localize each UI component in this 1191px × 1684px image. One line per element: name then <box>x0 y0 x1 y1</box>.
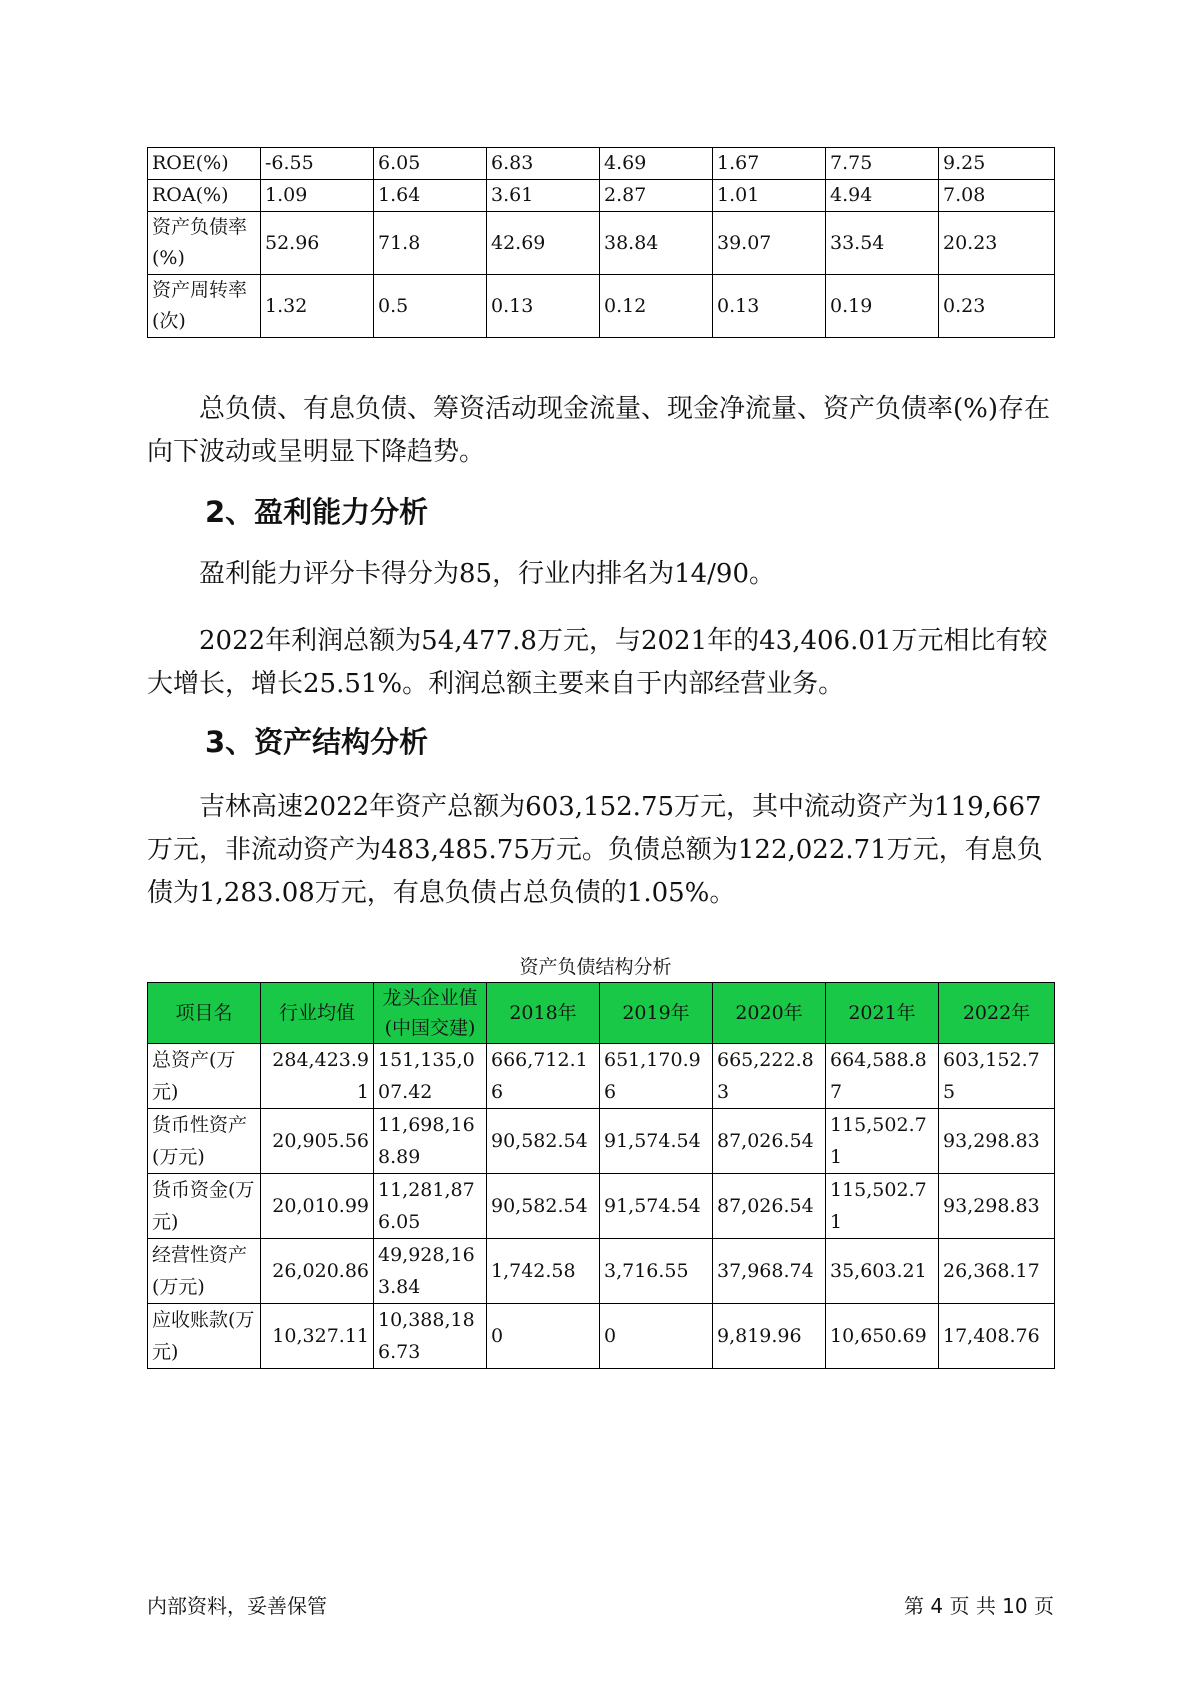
structure-cell: 284,423.91 <box>261 1044 374 1109</box>
metrics-table-body <box>148 148 1055 338</box>
metrics-row-label: ROA(%) <box>148 180 261 212</box>
metrics-cell: 0.12 <box>600 275 713 338</box>
structure-row <box>148 1044 1055 1109</box>
table-caption: 资产负债结构分析 <box>519 956 672 978</box>
metrics-cell: 0.5 <box>374 275 487 338</box>
metrics-cell: 7.75 <box>826 148 939 180</box>
structure-row-label: 应收账款(万元) <box>148 1304 261 1369</box>
metrics-cell: 2.87 <box>600 180 713 212</box>
structure-header-cell: 2021年 <box>826 983 939 1044</box>
metrics-cell: 0.19 <box>826 275 939 338</box>
structure-row <box>148 1109 1055 1174</box>
structure-cell: 49,928,163.84 <box>374 1239 487 1304</box>
structure-cell: 10,650.69 <box>826 1304 939 1369</box>
structure-table-body <box>148 1044 1055 1369</box>
structure-table-head <box>148 983 1055 1044</box>
heading-asset-structure: 3、资产结构分析 <box>205 725 429 759</box>
metrics-cell: 1.09 <box>261 180 374 212</box>
metrics-cell: 33.54 <box>826 212 939 275</box>
metrics-cell: 0.13 <box>487 275 600 338</box>
structure-cell: 651,170.96 <box>600 1044 713 1109</box>
structure-cell: 665,222.83 <box>713 1044 826 1109</box>
structure-cell: 11,698,168.89 <box>374 1109 487 1174</box>
metrics-row <box>148 212 1055 275</box>
paragraph-profit-total: 2022年利润总额为54,477.8万元，与2021年的43,406.01万元相比有较大增长，增长25.51%。利润总额主要来自于内部经营业务。 <box>147 626 1048 699</box>
structure-cell: 87,026.54 <box>713 1109 826 1174</box>
metrics-cell: 39.07 <box>713 212 826 275</box>
structure-row <box>148 1174 1055 1239</box>
metrics-cell: 6.83 <box>487 148 600 180</box>
structure-cell: 20,010.99 <box>261 1174 374 1239</box>
structure-header-cell: 龙头企业值(中国交建) <box>374 983 487 1044</box>
footer-confidential-note: 内部资料，妥善保管 <box>147 1594 327 1618</box>
structure-cell: 87,026.54 <box>713 1174 826 1239</box>
structure-cell: 115,502.71 <box>826 1174 939 1239</box>
structure-header-cell: 行业均值 <box>261 983 374 1044</box>
structure-row <box>148 1304 1055 1369</box>
metrics-cell: 42.69 <box>487 212 600 275</box>
metrics-row <box>148 180 1055 212</box>
metrics-row-label: 资产周转率(次) <box>148 275 261 338</box>
structure-header-cell: 2018年 <box>487 983 600 1044</box>
metrics-row-label: 资产负债率(%) <box>148 212 261 275</box>
metrics-cell: 3.61 <box>487 180 600 212</box>
asset-liability-structure-table <box>147 982 1055 1369</box>
metrics-cell: 0.23 <box>939 275 1055 338</box>
structure-row-label: 经营性资产(万元) <box>148 1239 261 1304</box>
structure-cell: 93,298.83 <box>939 1174 1055 1239</box>
structure-cell: 91,574.54 <box>600 1174 713 1239</box>
structure-cell: 26,368.17 <box>939 1239 1055 1304</box>
structure-cell: 664,588.87 <box>826 1044 939 1109</box>
metrics-cell: 52.96 <box>261 212 374 275</box>
structure-row-label: 货币性资产(万元) <box>148 1109 261 1174</box>
metrics-cell: 71.8 <box>374 212 487 275</box>
metrics-cell: 20.23 <box>939 212 1055 275</box>
structure-cell: 11,281,876.05 <box>374 1174 487 1239</box>
metrics-cell: 6.05 <box>374 148 487 180</box>
structure-cell: 115,502.71 <box>826 1109 939 1174</box>
structure-cell: 1,742.58 <box>487 1239 600 1304</box>
structure-header-cell: 2019年 <box>600 983 713 1044</box>
structure-header-cell: 项目名 <box>148 983 261 1044</box>
structure-cell: 90,582.54 <box>487 1109 600 1174</box>
metrics-cell: 1.01 <box>713 180 826 212</box>
structure-header-row <box>148 983 1055 1044</box>
metrics-row <box>148 275 1055 338</box>
structure-row-label: 货币资金(万元) <box>148 1174 261 1239</box>
paragraph-asset-summary: 吉林高速2022年资产总额为603,152.75万元，其中流动资产为119,667万元，非流动资产为483,485.75万元。负债总额为122,022.71万元，有息负债为1,283.08万元，有息负债占总负债的1.05%。 <box>147 792 1043 908</box>
metrics-cell: 4.94 <box>826 180 939 212</box>
structure-header-cell: 2020年 <box>713 983 826 1044</box>
paragraph-profit-score: 盈利能力评分卡得分为85，行业内排名为14/90。 <box>199 559 776 589</box>
metrics-cell: 1.32 <box>261 275 374 338</box>
structure-cell: 3,716.55 <box>600 1239 713 1304</box>
structure-cell: 666,712.16 <box>487 1044 600 1109</box>
metrics-cell: -6.55 <box>261 148 374 180</box>
footer-page-number: 第 4 页 共 10 页 <box>904 1594 1054 1618</box>
metrics-cell: 9.25 <box>939 148 1055 180</box>
structure-cell: 10,327.11 <box>261 1304 374 1369</box>
structure-cell: 10,388,186.73 <box>374 1304 487 1369</box>
structure-cell: 20,905.56 <box>261 1109 374 1174</box>
structure-cell: 37,968.74 <box>713 1239 826 1304</box>
metrics-cell: 7.08 <box>939 180 1055 212</box>
structure-cell: 26,020.86 <box>261 1239 374 1304</box>
structure-cell: 91,574.54 <box>600 1109 713 1174</box>
metrics-cell: 0.13 <box>713 275 826 338</box>
structure-cell: 35,603.21 <box>826 1239 939 1304</box>
structure-row <box>148 1239 1055 1304</box>
metrics-cell: 38.84 <box>600 212 713 275</box>
structure-cell: 17,408.76 <box>939 1304 1055 1369</box>
metrics-row-label: ROE(%) <box>148 148 261 180</box>
structure-cell: 151,135,007.42 <box>374 1044 487 1109</box>
structure-cell: 93,298.83 <box>939 1109 1055 1174</box>
metrics-cell: 1.67 <box>713 148 826 180</box>
structure-header-cell: 2022年 <box>939 983 1055 1044</box>
paragraph-liability-trend: 总负债、有息负债、筹资活动现金流量、现金净流量、资产负债率(%)存在向下波动或呈明显下降趋势。 <box>147 394 1050 467</box>
structure-row-label: 总资产(万元) <box>148 1044 261 1109</box>
metrics-table <box>147 147 1055 338</box>
structure-cell: 0 <box>600 1304 713 1369</box>
metrics-cell: 4.69 <box>600 148 713 180</box>
structure-cell: 90,582.54 <box>487 1174 600 1239</box>
structure-cell: 603,152.75 <box>939 1044 1055 1109</box>
metrics-cell: 1.64 <box>374 180 487 212</box>
structure-cell: 0 <box>487 1304 600 1369</box>
metrics-row <box>148 148 1055 180</box>
heading-profitability: 2、盈利能力分析 <box>205 495 429 529</box>
structure-cell: 9,819.96 <box>713 1304 826 1369</box>
